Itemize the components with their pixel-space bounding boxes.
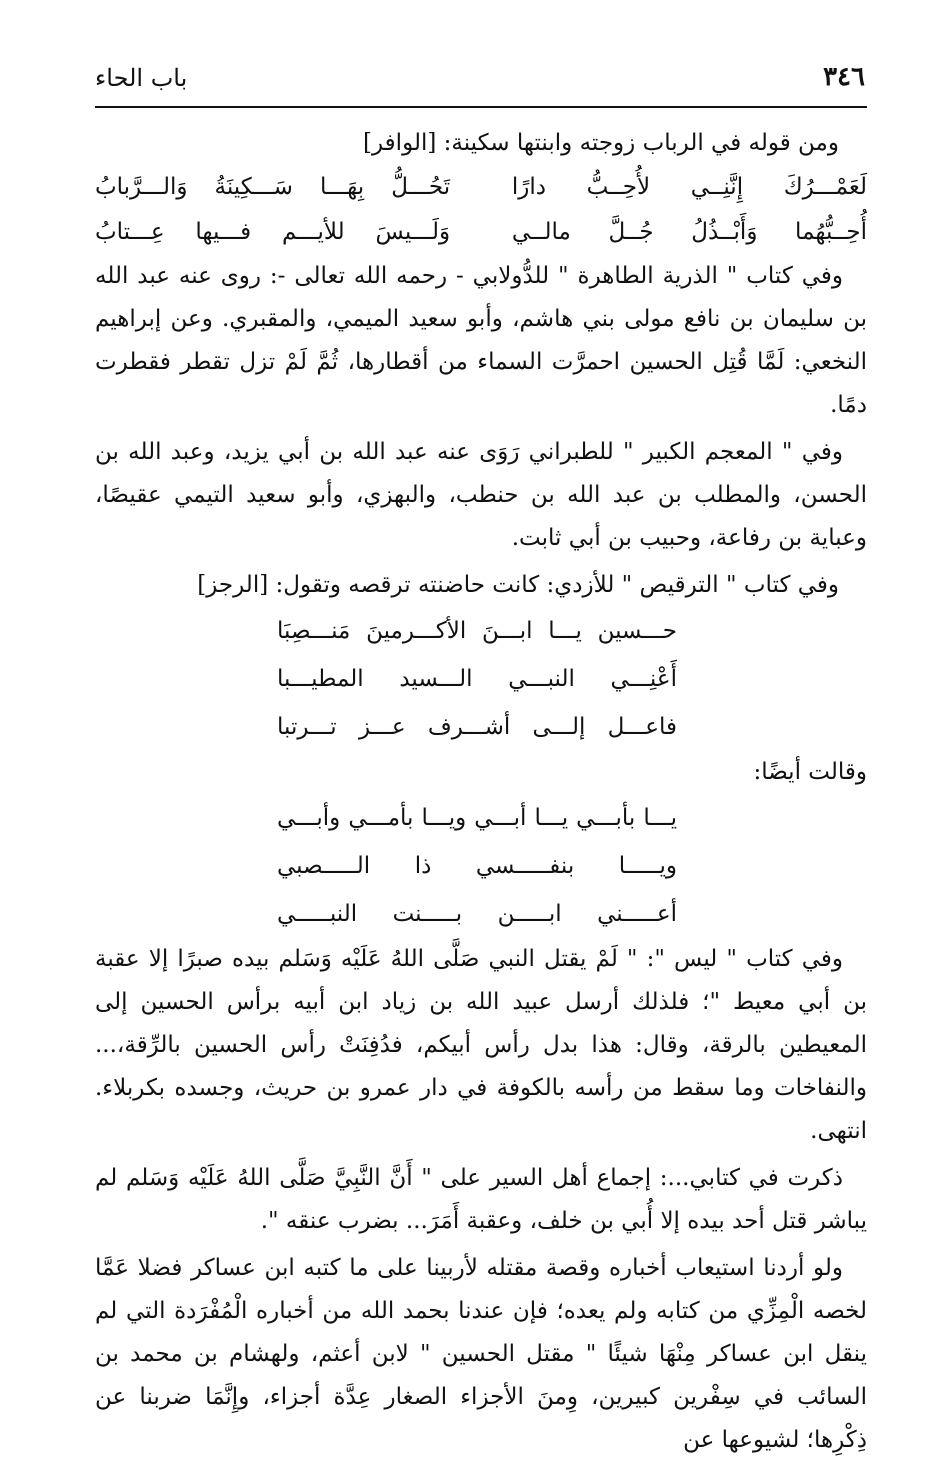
page-number: ٣٤٦ — [823, 62, 865, 92]
first-hemistich: لَعَمْـــرُكَ إِنَّنِــي لأُحِــبُّ دارًا — [511, 174, 867, 200]
poem-line: أعـــــني ابـــــن بـــــنت النبـــــي — [277, 901, 677, 927]
poem-line: يـــا بأبـــي يـــا أبـــي ويـــا بأمـــي وأبـــي — [277, 805, 677, 831]
verse-intro: ومن قوله في الرباب زوجته وابنتها سكينة: [الوافر] — [363, 130, 839, 156]
paragraph-dulabi: وفي كتاب " الذرية الطاهرة " للدُّولابي - رحمه الله تعالى -: روى عنه عبد الله بن سليمان بن نافع مولى بني هاشم، وأبو سعيد الميمي، والمقبري. وعن إبراهيم النخعي: لَمَّا قُتِل الحسين احمرَّت السماء من أقطارها، ثُمَّ لَمْ تزل تقطر فقطرت دمًا. — [95, 263, 867, 418]
second-poem — [277, 794, 867, 938]
page-body — [95, 122, 867, 1466]
paragraph-tabarani: وفي " المعجم الكبير " للطبراني رَوَى عنه عبد الله بن أبي يزيد، وعبد الله بن الحسن، والمطلب بن عبد الله بن حنطب، والبهزي، وأبو سعيد التيمي عقيصًا، وعباية بن رفاعة، وحبيب بن أبي ثابت. — [95, 439, 867, 551]
first-hemistich: أُحِــبُّهُما وَأَبْــذُلُ جُــلَّ مالــي — [511, 219, 867, 245]
second-poem-intro: وقالت أيضًا: — [753, 759, 867, 785]
poem-line: ويـــــا بنفـــــسي ذا الـــــصبي — [277, 853, 677, 879]
poem-line: فاعـــل إلـــى أشـــرف عـــز تـــرتبا — [277, 714, 677, 740]
verse-line — [95, 210, 867, 255]
paragraph-sources: ولو أردنا استيعاب أخباره وقصة مقتله لأربينا على ما كتبه ابن عساكر فضلا عَمَّا لخصه الْمِزِّي من كتابه ولم يعده؛ فإن عندنا بحمد الله من أخباره الْمُفْرَدة التي لم ينقل ابن عساكر مِنْهَا شيئًا " مقتل الحسين " لابن أعثم، ولهشام بن محمد بن السائب في سِفْرين كبيرين، وِمنَ الأجزاء الصغار عِدَّة أجزاء، وإِنَّمَا ضربنا عن ذِكْرِها؛ لشيوعها عن — [95, 1255, 867, 1453]
poem-line: حـــسين يـــا ابـــنَ الأكـــرمينَ مَنـــصِبَا — [277, 618, 677, 644]
rajaz-intro: وفي كتاب " الترقيص " للأزدي: كانت حاضنته ترقصه وتقول: [الرجز] — [197, 572, 839, 598]
page-header — [95, 58, 865, 98]
running-head: باب الحاء — [95, 64, 188, 92]
poem-line: أَعْنِـــي النبـــي الـــسيد المطيـــبا — [277, 666, 677, 692]
verse-line — [95, 165, 867, 210]
paragraph-kitab-lays: وفي كتاب " ليس ": " لَمْ يقتل النبي صَلَّى اللهُ عَلَيْه وَسَلم بيده صبرًا إلا عقبة بن أبي معيط "؛ فلذلك أرسل عبيد الله بن زياد ابن أبيه برأس الحسين إلى المعيطين بالرقة، وقال: هذا بدل رأس أبيكم، فدُفِنَتْ رأس الحسين بالرِّقة،... والنفاخات وما سقط من رأسه بالكوفة في دار عمرو بن حريث، وجسده بكربلاء. انتهى. — [95, 946, 867, 1144]
header-divider — [95, 106, 867, 108]
second-hemistich: وَلَـــيسَ للأيـــم فـــيها عِـــتابُ — [95, 219, 451, 245]
rajaz-poem — [277, 607, 867, 751]
paragraph-ijma: ذكرت في كتابي...: إجماع أهل السير على " أَنَّ النَّبِيَّ صَلَّى اللهُ عَلَيْه وَسَلم لم يباشر قتل أحد بيده إلا أُبي بن خلف، وعقبة أَمَرَ... بضرب عنقه ". — [95, 1165, 867, 1234]
second-hemistich: تَحُـــلُّ بِهَـــا سَـــكِينَةُ وَالـــرَّبابُ — [95, 174, 451, 200]
